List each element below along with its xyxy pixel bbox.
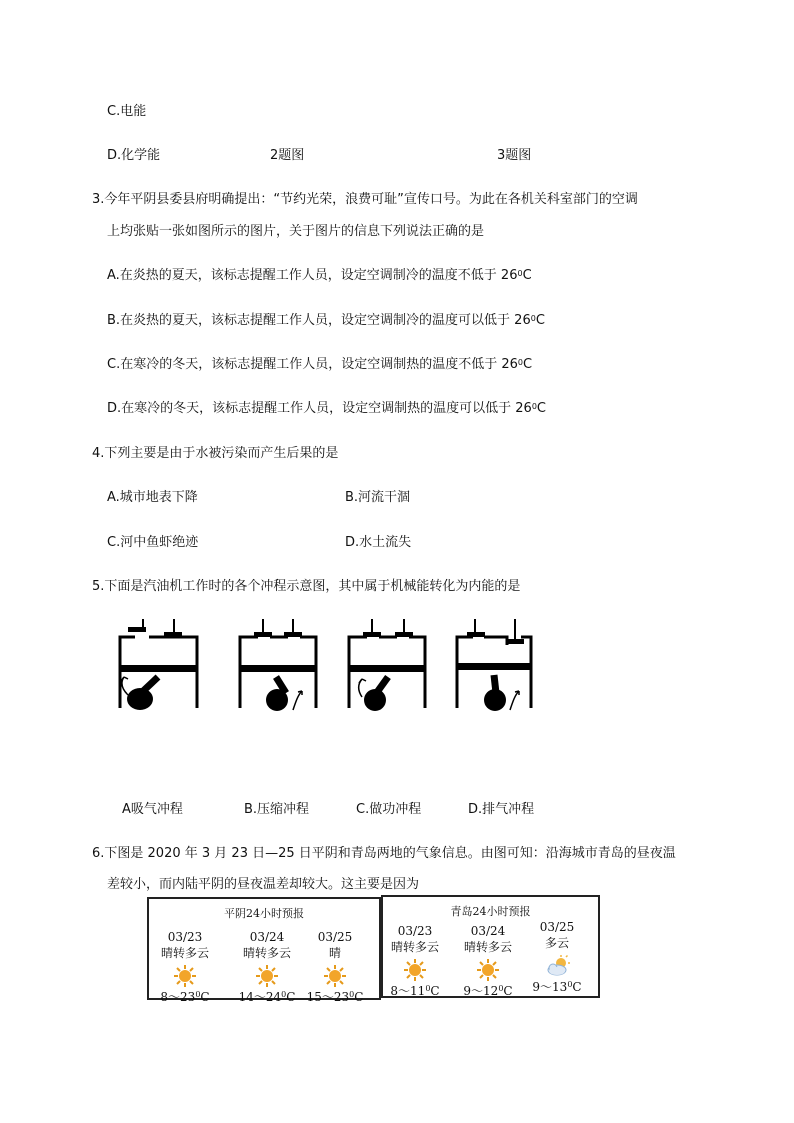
sun-icon [403,958,427,982]
q3-stem-line1: 3.今年平阴县委县府明确提出：“节约光荣，浪费可耻”宣传口号。为此在各机关科室部门的空调 [92,192,638,207]
forecast-date: 03/24 [470,924,506,938]
q4-option-b: B.河流干涸 [345,490,411,505]
q5-option-d: D.排气冲程 [468,802,535,817]
engine-power-diagram [349,619,425,711]
engine-exhaust-diagram [457,619,531,711]
q4-option-c: C.河中鱼虾绝迹 [107,535,199,550]
forecast-weather: 晴转多云 [242,946,291,960]
sun-icon [476,958,500,982]
forecast-weather: 晴转多云 [160,946,209,960]
engine-intake-diagram [120,619,197,710]
q4-stem: 4.下列主要是由于水被污染而产生后果的是 [92,446,339,461]
forecast-temp: $9\sim 13^0C$ [532,980,582,994]
option-d-top: D.化学能 [107,148,161,163]
sun-icon [173,964,197,988]
q5-stem: 5.下面是汽油机工作时的各个冲程示意图，其中属于机械能转化为内能的是 [92,579,521,594]
q3-option-c: C.在寒冷的冬天，该标志提醒工作人员，设定空调制热的温度不低于 $26^0C$ [107,357,533,372]
qingdao-day-1 [379,923,451,999]
pingyin-day-3 [299,929,371,1005]
q6-stem-line1: 6.下图是 2020 年 3 月 23 日—25 日平阴和青岛两地的气象信息。由图可知：沿海城市青岛的昼夜温 [92,846,676,861]
forecast-temp: $15\sim 23^0C$ [306,990,364,1004]
forecast-temp: $8\sim 11^0C$ [390,984,440,998]
q5-option-b: B.压缩冲程 [244,802,310,817]
cloud-sun-icon [545,954,569,978]
option-c-top: C.电能 [107,104,147,119]
pingyin-forecast-title: 平阴24小时预报 [224,907,304,920]
q3-option-a: A.在炎热的夏天，该标志提醒工作人员，设定空调制冷的温度不低于 $26^0C$ [107,268,532,283]
pingyin-forecast-panel [147,897,381,1004]
forecast-date: 03/23 [167,930,203,944]
qingdao-forecast-panel [381,895,600,998]
forecast-temp: $14\sim 24^0C$ [238,990,296,1004]
figure-2-caption: 2题图 [270,148,305,163]
forecast-temp: $9\sim 12^0C$ [463,984,513,998]
sun-icon [323,964,347,988]
q6-stem-line2: 差较小，而内陆平阴的昼夜温差却较大。这主要是因为 [107,877,420,892]
qingdao-day-2 [452,923,524,999]
figure-3-caption: 3题图 [497,148,532,163]
pingyin-day-2 [231,929,303,1005]
forecast-weather: 晴转多云 [390,940,439,954]
forecast-date: 03/25 [539,920,575,934]
forecast-date: 03/23 [397,924,433,938]
forecast-weather: 晴 [328,946,341,960]
forecast-date: 03/25 [317,930,353,944]
q4-option-d: D.水土流失 [345,535,412,550]
engine-stroke-diagrams [0,615,794,735]
forecast-weather: 晴转多云 [463,940,512,954]
q5-option-c: C.做功冲程 [356,802,422,817]
forecast-date: 03/24 [249,930,285,944]
qingdao-forecast-title: 青岛24小时预报 [450,905,531,918]
engine-compression-diagram [240,619,316,711]
forecast-temp: $8\sim 23^0C$ [160,990,210,1004]
sun-icon [255,964,279,988]
q4-option-a: A.城市地表下降 [107,490,198,505]
q3-option-b: B.在炎热的夏天，该标志提醒工作人员，设定空调制冷的温度可以低于 $26^0C$ [107,313,545,328]
forecast-weather: 多云 [544,936,569,950]
q3-option-d: D.在寒冷的冬天，该标志提醒工作人员，设定空调制热的温度可以低于 $26^0C$ [107,401,546,416]
pingyin-day-1 [149,929,221,1005]
q5-option-a: A吸气冲程 [122,802,183,817]
q3-stem-line2: 上均张贴一张如图所示的图片，关于图片的信息下列说法正确的是 [107,224,485,239]
qingdao-day-3 [521,919,593,995]
